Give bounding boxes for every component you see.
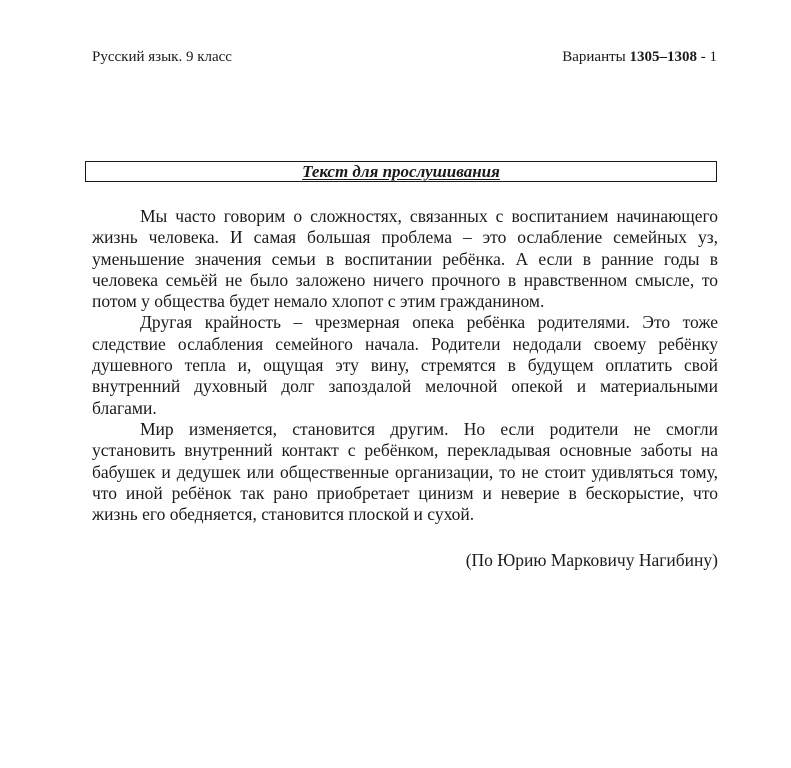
- listening-text: [92, 206, 718, 525]
- author-attribution: (По Юрию Марковичу Нагибину): [465, 550, 718, 570]
- paragraph-3: Мир изменяется, становится другим. Но если родители не смогли установить внутренний контакт с ребёнком, перекладывая основные заботы на бабушек и дедушек или общественные организации, то не стоит удивляться тому, что иной ребёнок так рано приобретает цинизм и неверие в бескорыстие, что жизнь его обедняется, становится плоской и сухой.: [92, 418, 718, 525]
- section-title: Текст для прослушивания: [85, 161, 717, 182]
- paragraph-1: Мы часто говорим о сложностях, связанных с воспитанием начинающего жизнь человека. И самая большая проблема – это ослабление семейных уз, уменьшение значения семьи в воспитании ребёнка. А если в ранние годы в человека семьёй не было заложено ничего прочного в нравственном смысле, то потом у общества будет немало хлопот с этим гражданином.: [92, 206, 718, 312]
- paragraph-2: Другая крайность – чрезмерная опека ребёнка родителями. Это тоже следствие ослабления семейного начала. Родители недодали своему ребёнку душевного тепла и, ощущая эту вину, стремятся в будущем оплатить свой внутренний духовный долг запоздалой мелочной опекой и материальными благами.: [92, 312, 718, 418]
- header-variants: [562, 48, 717, 66]
- variants-label: Варианты: [562, 49, 630, 65]
- page-number: - 1: [697, 49, 717, 65]
- variants-range: 1305–1308: [629, 49, 697, 65]
- header-subject: Русский язык. 9 класс: [92, 49, 232, 65]
